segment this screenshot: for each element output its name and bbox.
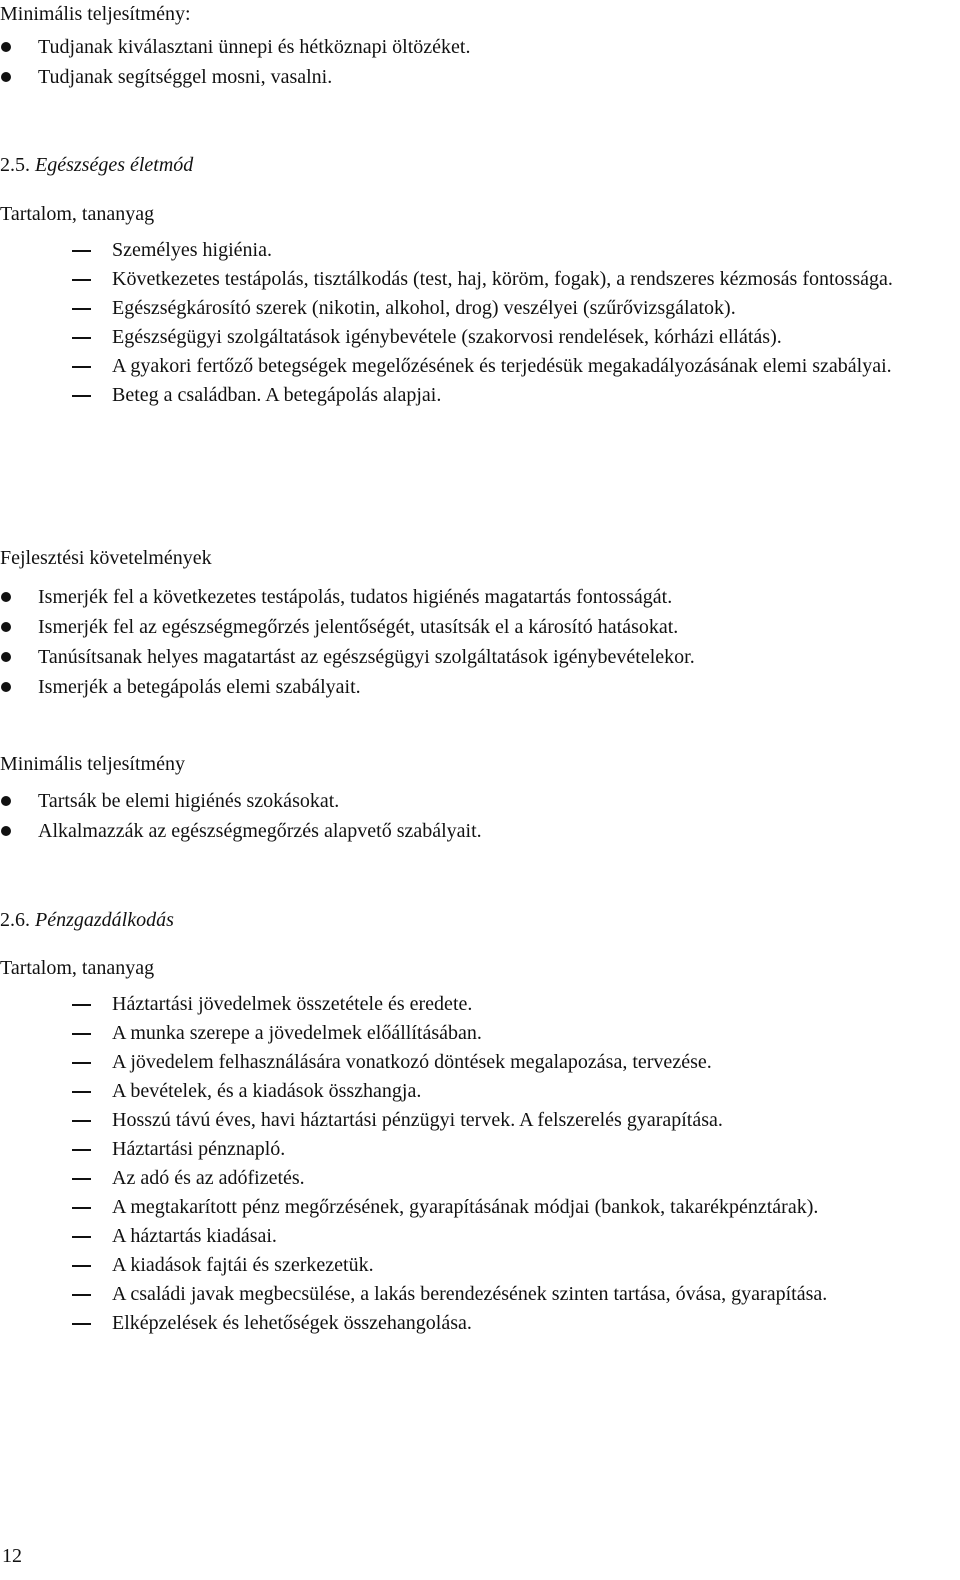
requirements-list [0, 582, 950, 702]
section-title: Egészséges életmód [35, 154, 194, 176]
content-list-2-6 [0, 990, 950, 1338]
list-item: Tartsák be elemi higiénés szokásokat. [0, 786, 950, 816]
bullet-icon [1, 592, 11, 602]
list-item: Következetes testápolás, tisztálkodás (test, haj, köröm, fogak), a rendszeres kézmosás fontossága. [0, 265, 950, 294]
list-item: Egészségügyi szolgáltatások igénybevétele (szakorvosi rendelések, kórházi ellátás). [0, 323, 950, 352]
bullet-icon [1, 796, 11, 806]
page-number: 12 [2, 1545, 22, 1567]
content-heading-2-6: Tartalom, tananyag [0, 957, 155, 979]
list-item: Tudjanak segítséggel mosni, vasalni. [0, 62, 950, 92]
dash-icon [72, 308, 91, 310]
list-item: Személyes higiénia. [0, 236, 950, 265]
minimum-list-1 [0, 32, 950, 92]
list-item: Ismerjék a betegápolás elemi szabályait. [0, 672, 950, 702]
section-number: 2.5. [0, 154, 30, 176]
bullet-icon [1, 622, 11, 632]
list-item: Háztartási pénznapló. [0, 1135, 950, 1164]
list-item: A családi javak megbecsülése, a lakás berendezésének szinten tartása, óvása, gyarapítása. [0, 1280, 950, 1309]
dash-icon [72, 279, 91, 281]
list-item: A megtakarított pénz megőrzésének, gyarapításának módjai (bankok, takarékpénztárak). [0, 1193, 950, 1222]
dash-icon [72, 1236, 91, 1238]
list-item: A gyakori fertőző betegségek megelőzésének és terjedésük megakadályozásának elemi szabályai. [0, 352, 950, 381]
list-item: A háztartás kiadásai. [0, 1222, 950, 1251]
list-item: Ismerjék fel a következetes testápolás, tudatos higiénés magatartás fontosságát. [0, 582, 950, 612]
minimum-heading-2: Minimális teljesítmény [0, 753, 185, 775]
section-title-2-6 [0, 906, 174, 935]
list-item: Egészségkárosító szerek (nikotin, alkohol, drog) veszélyei (szűrővizsgálatok). [0, 294, 950, 323]
dash-icon [72, 1294, 91, 1296]
bullet-icon [1, 652, 11, 662]
bullet-icon [1, 826, 11, 836]
section-number: 2.6. [0, 909, 30, 931]
minimum-heading-1: Minimális teljesítmény: [0, 3, 191, 25]
list-item: Az adó és az adófizetés. [0, 1164, 950, 1193]
bullet-icon [1, 42, 11, 52]
dash-icon [72, 1207, 91, 1209]
list-item: Tudjanak kiválasztani ünnepi és hétköznapi öltözéket. [0, 32, 950, 62]
list-item: A munka szerepe a jövedelmek előállításában. [0, 1019, 950, 1048]
list-item: Tanúsítsanak helyes magatartást az egészségügyi szolgáltatások igénybevételekor. [0, 642, 950, 672]
list-item: Beteg a családban. A betegápolás alapjai. [0, 381, 950, 410]
minimum-list-2 [0, 786, 950, 846]
dash-icon [72, 1178, 91, 1180]
list-item: Alkalmazzák az egészségmegőrzés alapvető szabályait. [0, 816, 950, 846]
bullet-icon [1, 682, 11, 692]
dash-icon [72, 1120, 91, 1122]
list-item: A kiadások fajtái és szerkezetük. [0, 1251, 950, 1280]
section-title-2-5 [0, 151, 193, 180]
section-title: Pénzgazdálkodás [35, 909, 174, 931]
dash-icon [72, 1033, 91, 1035]
dash-icon [72, 1265, 91, 1267]
dash-icon [72, 1091, 91, 1093]
list-item: A bevételek, és a kiadások összhangja. [0, 1077, 950, 1106]
content-heading-2-5: Tartalom, tananyag [0, 203, 155, 225]
dash-icon [72, 1062, 91, 1064]
list-item: Hosszú távú éves, havi háztartási pénzügyi tervek. A felszerelés gyarapítása. [0, 1106, 950, 1135]
dash-icon [72, 366, 91, 368]
list-item: Elképzelések és lehetőségek összehangolása. [0, 1309, 950, 1338]
requirements-heading: Fejlesztési követelmények [0, 547, 212, 569]
bullet-icon [1, 72, 11, 82]
content-list-2-5 [0, 236, 950, 410]
dash-icon [72, 395, 91, 397]
list-item: Háztartási jövedelmek összetétele és eredete. [0, 990, 950, 1019]
dash-icon [72, 250, 91, 252]
dash-icon [72, 1149, 91, 1151]
dash-icon [72, 1004, 91, 1006]
list-item: Ismerjék fel az egészségmegőrzés jelentőségét, utasítsák el a károsító hatásokat. [0, 612, 950, 642]
dash-icon [72, 1323, 91, 1325]
dash-icon [72, 337, 91, 339]
list-item: A jövedelem felhasználására vonatkozó döntések megalapozása, tervezése. [0, 1048, 950, 1077]
